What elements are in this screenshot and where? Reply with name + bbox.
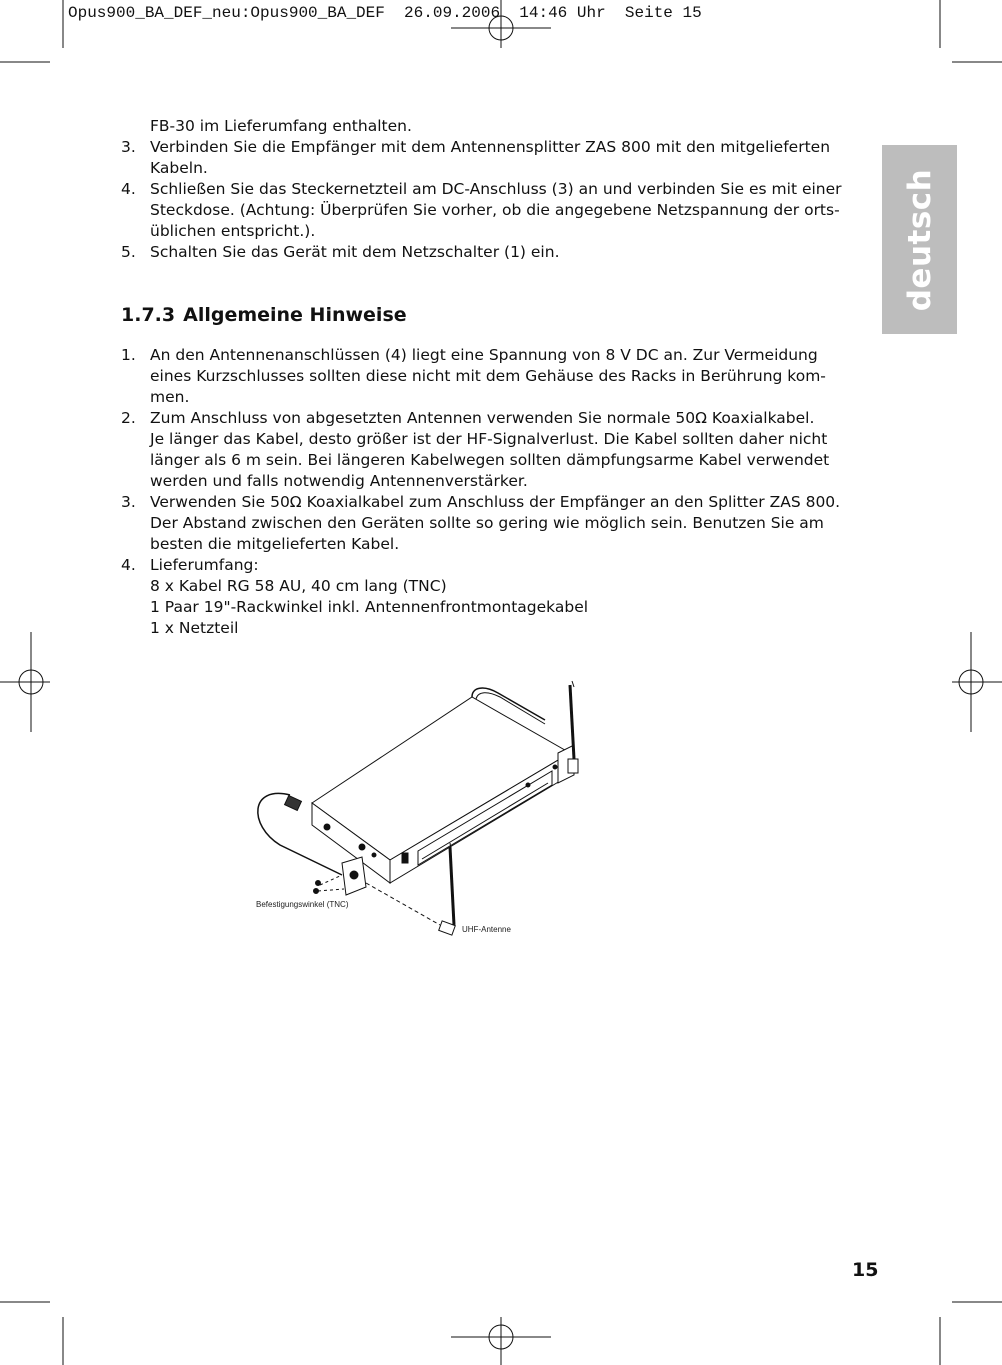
language-tab-label: deutsch — [901, 168, 938, 311]
item-number: 2. — [121, 409, 136, 427]
general-notes — [121, 345, 849, 639]
list-item — [121, 555, 849, 639]
uhf-antenna — [450, 847, 454, 925]
text-line: 8 x Kabel RG 58 AU, 40 cm lang (TNC) — [150, 577, 447, 595]
language-tab — [882, 145, 957, 334]
text-line: Schließen Sie das Steckernetzteil am DC-Anschluss (3) an und verbinden Sie es mit einer — [150, 180, 842, 198]
text-line: Schalten Sie das Gerät mit dem Netzschalter (1) ein. — [150, 243, 560, 261]
item-number: 1. — [121, 346, 136, 364]
setup-steps — [121, 137, 849, 263]
item-number: 3. — [121, 493, 136, 511]
continuation-line: FB-30 im Lieferumfang enthalten. — [150, 117, 412, 135]
text-line: 1 Paar 19"-Rackwinkel inkl. Antennenfrontmontagekabel — [150, 598, 589, 616]
text-line: An den Antennenanschlüssen (4) liegt eine Spannung von 8 V DC an. Zur Vermeidung — [150, 346, 818, 364]
text-line: men. — [150, 388, 190, 406]
section-heading — [121, 303, 849, 327]
text-line: Kabeln. — [150, 159, 208, 177]
item-text — [150, 345, 849, 408]
text-line: Zum Anschluss von abgesetzten Antennen verwenden Sie normale 50Ω Koaxialkabel. — [150, 409, 815, 427]
item-text — [150, 179, 849, 242]
section-number: 1.7.3 — [121, 304, 176, 326]
list-item — [121, 179, 849, 242]
text-line: besten die mitgelieferten Kabel. — [150, 535, 400, 553]
text-line: Steckdose. (Achtung: Überprüfen Sie vorher, ob die angegebene Netzspannung der orts- — [150, 201, 840, 219]
item-text — [150, 137, 849, 179]
item-number: 3. — [121, 138, 136, 156]
item-text — [150, 555, 849, 639]
item-number: 5. — [121, 243, 136, 261]
section-title: Allgemeine Hinweise — [183, 304, 407, 326]
text-line: 1 x Netzteil — [150, 619, 239, 637]
page-number: 15 — [852, 1259, 879, 1281]
item-text — [150, 242, 849, 263]
text-line: eines Kurzschlusses sollten diese nicht mit dem Gehäuse des Racks in Berührung kom- — [150, 367, 826, 385]
page-content — [121, 116, 849, 639]
item-text — [150, 408, 849, 492]
label-bracket: Befestigungswinkel (TNC) — [256, 900, 349, 909]
print-slug: Opus900_BA_DEF_neu:Opus900_BA_DEF 26.09.2006 14:46 Uhr Seite 15 — [68, 4, 702, 22]
item-text — [150, 492, 849, 555]
list-item — [121, 242, 849, 263]
rack-installation-illustration — [240, 675, 590, 945]
text-line: werden und falls notwendig Antennenverstärker. — [150, 472, 528, 490]
text-line: Je länger das Kabel, desto größer ist der HF-Signalverlust. Die Kabel sollten daher nicht — [150, 430, 828, 448]
item-number: 4. — [121, 556, 136, 574]
text-line: Lieferumfang: — [150, 556, 259, 574]
list-item — [121, 492, 849, 555]
text-line: Verbinden Sie die Empfänger mit dem Antennensplitter ZAS 800 mit den mitgelieferten — [150, 138, 831, 156]
text-line: Der Abstand zwischen den Geräten sollte so gering wie möglich sein. Benutzen Sie am — [150, 514, 824, 532]
label-antenna: UHF-Antenne — [462, 925, 511, 934]
item-number: 4. — [121, 180, 136, 198]
list-item — [121, 408, 849, 492]
text-line: länger als 6 m sein. Bei längeren Kabelwegen sollten dämpfungsarme Kabel verwendet — [150, 451, 830, 469]
text-line: üblichen entspricht.). — [150, 222, 316, 240]
list-item — [121, 137, 849, 179]
list-item — [121, 345, 849, 408]
text-line: Verwenden Sie 50Ω Koaxialkabel zum Anschluss der Empfänger an den Splitter ZAS 800. — [150, 493, 841, 511]
